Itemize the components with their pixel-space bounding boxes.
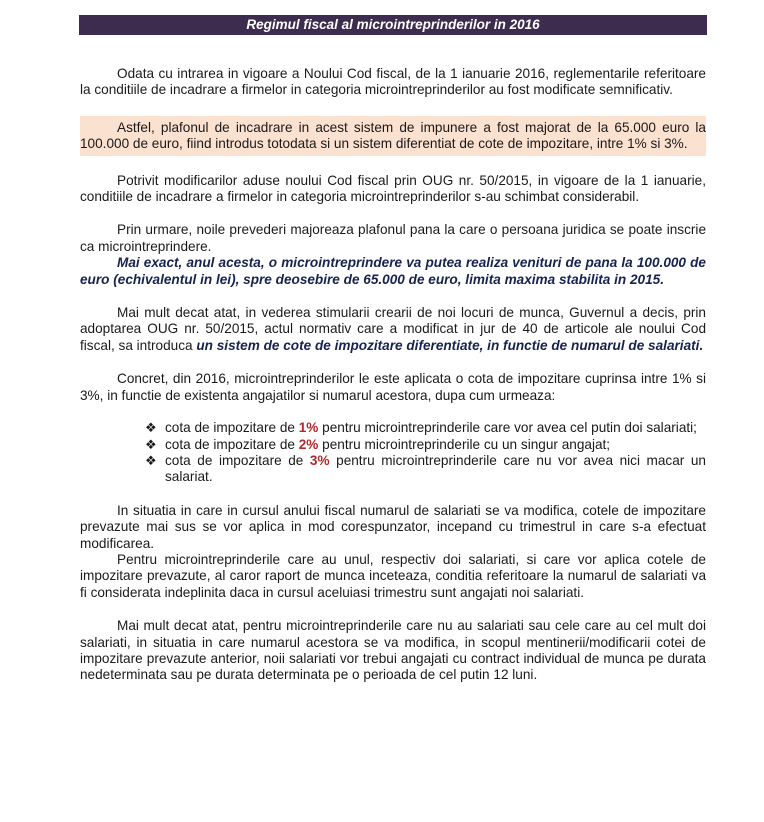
tax-rate-value: 2%	[298, 436, 319, 452]
diamond-bullet-icon: ❖	[145, 452, 157, 468]
document-body	[80, 66, 706, 684]
paragraph-plafon: Prin urmare, noile prevederi majoreaza plafonul pana la care o persoana juridica se poate inscrie ca microintreprindere.	[80, 222, 706, 254]
list-item: ❖ cota de impozitare de 3% pentru microintreprinderile care nu vor avea nici macar un salariat.	[145, 452, 706, 485]
document-title: Regimul fiscal al microintreprinderilor in 2016	[79, 15, 707, 35]
paragraph-stimulare-emphasis: un sistem de cote de impozitare diferentiate, in functie de numarul de salariati.	[196, 337, 704, 353]
diamond-bullet-icon: ❖	[145, 420, 157, 436]
paragraph-salariati: Pentru microintreprinderile care au unul, respectiv doi salariati, si care vor aplica cotele de impozitare prevazute, al caror raport de munca inceteaza, conditia referitoare la numarul de salariati va fi considerata indeplinita daca in cursul aceluiasi trimestru sunt angajati noi salariati.	[80, 551, 706, 600]
diamond-bullet-icon: ❖	[145, 436, 157, 452]
paragraph-plafon-emphasis: Mai exact, anul acesta, o microintreprindere va putea realiza venituri de pana la 100.000 de euro (echivalentul in lei), spre deosebire de 65.000 de euro, limita maxima stabilita in 2015.	[80, 255, 706, 287]
list-item: ❖ cota de impozitare de 1% pentru microintreprinderile care vor avea cel putin doi salariati;	[145, 420, 697, 436]
paragraph-highlighted: Astfel, plafonul de incadrare in acest sistem de impunere a fost majorat de la 65.000 euro la 100.000 de euro, fiind introdus totodata si un sistem diferentiat de cote de impozitare, intre 1% si 3%.	[80, 116, 706, 156]
paragraph-mentinere: Mai mult decat atat, pentru microintreprinderile care nu au salariati sau cele care au cel mult doi salariati, in situatia in care numarul acestora se va modifica, in scopul mentinerii/modificarii cotei de impozitare prevazute anterior, noii salariati vor trebui angajati cu contract individual de munca pe durata nedeterminata sau pe durata determinata pe o perioada de cel putin 12 luni.	[80, 618, 706, 683]
paragraph-modificare: In situatia in care in cursul anului fiscal numarul de salariati se va modifica, cotele de impozitare prevazute mai sus se vor aplica in mod corespunzator, incepand cu trimestrul in care s-a efectuat modificarea.	[80, 502, 706, 551]
paragraph-stimulare	[80, 305, 706, 354]
tax-rate-value: 3%	[309, 452, 330, 468]
paragraph-intro: Odata cu intrarea in vigoare a Noului Cod fiscal, de la 1 ianuarie 2016, reglementarile referitoare la conditiile de incadrare a firmelor in categoria microintreprinderilor au fost modificate semnificativ.	[80, 66, 706, 98]
paragraph-concret: Concret, din 2016, microintreprinderilor le este aplicata o cota de impozitare cuprinsa intre 1% si 3%, in functie de existenta angajatilor si numarul acestora, dupa cum urmeaza:	[80, 371, 706, 403]
list-item: ❖ cota de impozitare de 2% pentru microintreprinderile cu un singur angajat;	[145, 436, 611, 452]
tax-rate-list	[80, 420, 706, 486]
tax-rate-value: 1%	[298, 420, 319, 436]
paragraph-oug: Potrivit modificarilor aduse noului Cod fiscal prin OUG nr. 50/2015, in vigoare de la 1 ianuarie, conditiile de incadrare a firmelor in categoria microintreprinderilor s-au schimbat considerabil.	[80, 172, 706, 205]
paragraph-stimulare-text: Mai mult decat atat, in vederea stimularii crearii de noi locuri de munca, Guvernul a decis, prin adoptarea OUG nr. 50/2015, actul normativ care a modificat in jur de 40 de articole ale noului Cod fiscal, sa introduca	[80, 305, 706, 353]
